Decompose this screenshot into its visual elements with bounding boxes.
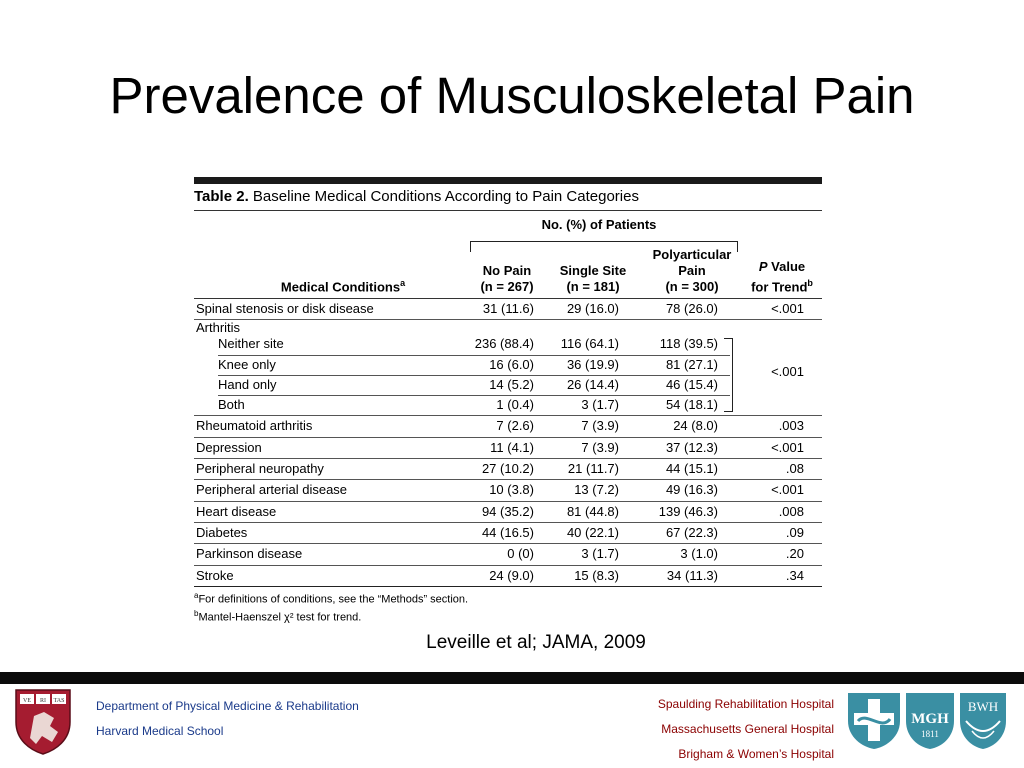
citation: Leveille et al; JAMA, 2009 — [426, 632, 646, 653]
header-polyarticular: Polyarticular Pain (n = 300) — [652, 247, 732, 294]
mgh-logo-icon — [904, 691, 956, 751]
hospital-mgh: Massachusetts General Hospital — [661, 722, 834, 736]
svg-text:1811: 1811 — [921, 729, 939, 739]
table-row: Diabetes 44 (16.5) 40 (22.1) 67 (22.3) .09 — [194, 523, 822, 544]
table-row: Parkinson disease 0 (0) 3 (1.7) 3 (1.0) .20 — [194, 544, 822, 565]
slide-title: Prevalence of Musculoskeletal Pain — [109, 67, 915, 124]
table-row: Heart disease 94 (35.2) 81 (44.8) 139 (46.3) .008 — [194, 502, 822, 523]
table-row: Spinal stenosis or disk disease 31 (11.6) 29 (16.0) 78 (26.0) <.001 — [194, 299, 822, 320]
table-row: Arthritis — [196, 320, 241, 336]
table-row: Neither site 236 (88.4) 116 (64.1) 118 (39.5) — [194, 334, 822, 354]
school-name: Harvard Medical School — [96, 724, 224, 738]
table-caption-text: Baseline Medical Conditions According to Pain Categories — [248, 188, 639, 205]
harvard-shield-icon — [14, 688, 72, 756]
bwh-logo-icon — [958, 691, 1008, 751]
table-caption — [194, 184, 822, 211]
table-header — [194, 211, 822, 299]
table-body — [194, 299, 822, 587]
svg-text:BWH: BWH — [967, 699, 999, 714]
table-figure — [194, 177, 822, 624]
header-no-pain: No Pain (n = 267) — [480, 263, 534, 294]
svg-text:TAS: TAS — [53, 698, 65, 704]
arthritis-bracket — [724, 338, 733, 412]
header-conditions: Medical Conditions$^a$ — [280, 277, 406, 294]
table-row: Depression 11 (4.1) 7 (3.9) 37 (12.3) <.001 — [194, 438, 822, 459]
dept-name: Department of Physical Medicine & Rehabilitation — [96, 699, 359, 713]
svg-text:MGH: MGH — [911, 711, 949, 727]
table-row: Peripheral neuropathy 27 (10.2) 21 (11.7) 44 (15.1) .08 — [194, 459, 822, 480]
table-row: Both 1 (0.4) 3 (1.7) 54 (18.1) — [194, 395, 822, 416]
footer-divider — [0, 672, 1024, 684]
footnote-a: $^a$For definitions of conditions, see the “Methods” section. — [194, 590, 469, 606]
svg-text:RI: RI — [40, 698, 46, 704]
spaulding-logo-icon — [846, 691, 902, 751]
header-p-value: P Value for Trend$^b$ — [751, 258, 813, 294]
table-row: Knee only 16 (6.0) 36 (19.9) 81 (27.1) — [194, 355, 822, 375]
footnote-b: $^b$Mantel-Haenszel χ² test for trend. — [194, 608, 362, 624]
hospital-bwh: Brigham & Women’s Hospital — [678, 747, 834, 761]
table-footnotes — [194, 587, 822, 624]
arthritis-p-value: <.001 — [771, 364, 804, 380]
table-row: Peripheral arterial disease 10 (3.8) 13 (7.2) 49 (16.3) <.001 — [194, 480, 822, 501]
table-row: Hand only 14 (5.2) 26 (14.4) 46 (15.4) — [194, 375, 822, 395]
table-top-rule — [194, 177, 822, 184]
spanner-label: No. (%) of Patients — [541, 217, 657, 232]
hospital-spaulding: Spaulding Rehabilitation Hospital — [657, 697, 834, 711]
arthritis-group — [194, 320, 822, 416]
header-single-site: Single Site (n = 181) — [559, 263, 627, 294]
table-row: Stroke 24 (9.0) 15 (8.3) 34 (11.3) .34 — [194, 566, 822, 587]
table-row: Rheumatoid arthritis 7 (2.6) 7 (3.9) 24 (8.0) .003 — [194, 416, 822, 437]
svg-text:VE: VE — [23, 698, 31, 704]
table-caption-label: Table 2. — [194, 188, 249, 205]
